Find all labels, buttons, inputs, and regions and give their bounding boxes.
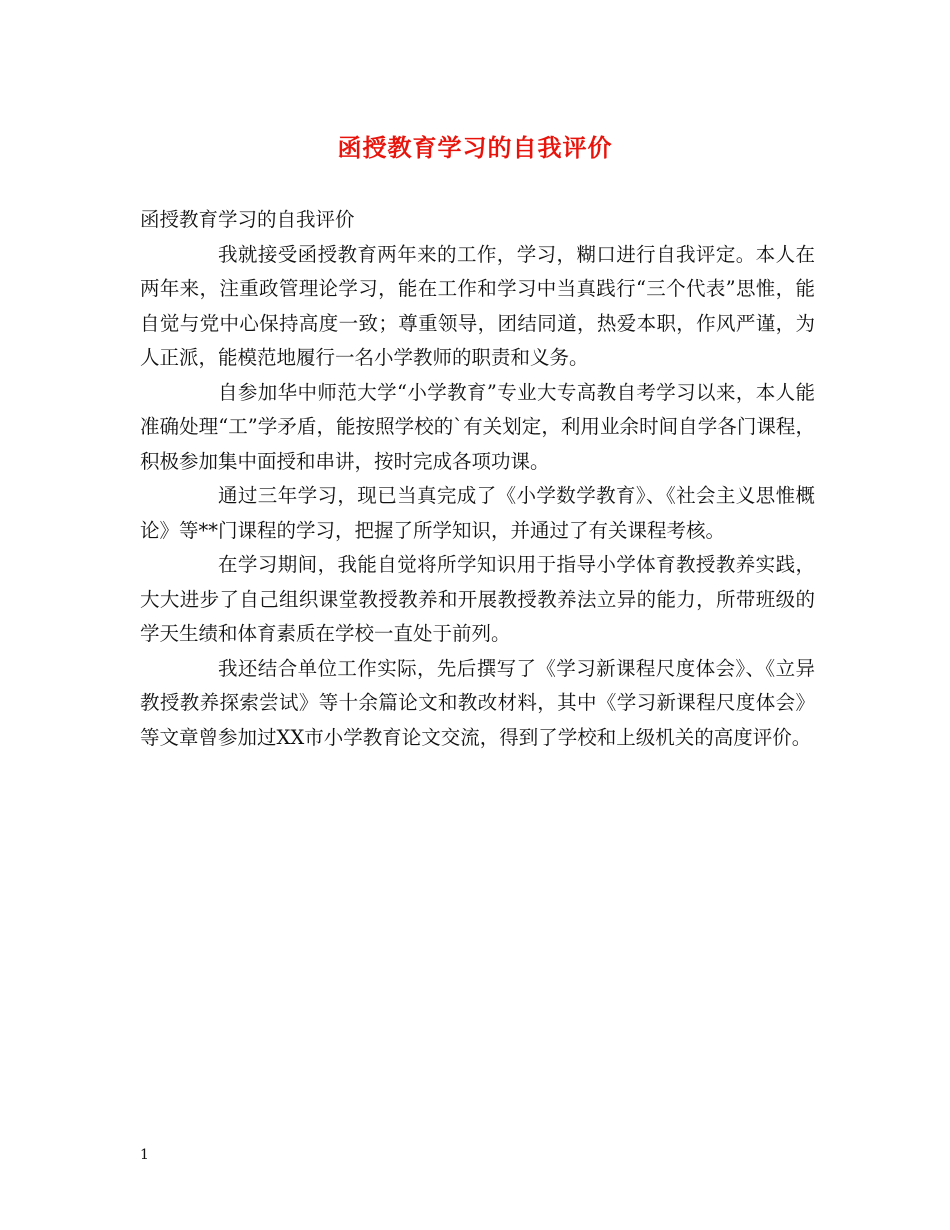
document-title: 函授教育学习的自我评价 — [337, 133, 613, 162]
page-number: 1 — [140, 1147, 149, 1163]
paragraph-4: 在学习期间，我能自觉将所学知识用于指导小学体育教授教养实践，大大进步了自己组织课堂教授教养和开展教授教养法立异的能力，所带班级的学天生绩和体育素质在学校一直处于前列。 — [140, 553, 815, 645]
paragraph-5: 我还结合单位工作实际，先后撰写了《学习新课程尺度体会》、《立异教授教养探索尝试》等十余篇论文和教改材料，其中《学习新课程尺度体会》等文章曾参加过XX市小学教育论文交流，得到了学校和上级机关的高度评价。 — [140, 656, 815, 749]
paragraph-3: 通过三年学习，现已当真完成了《小学数学教育》、《社会主义思惟概论》等**门课程的学习，把握了所学知识，并通过了有关课程考核。 — [140, 484, 815, 542]
paragraph-2: 自参加华中师范大学“小学教育”专业大专高教自考学习以来，本人能准确处理“工”学矛盾，能按照学校的`有关划定，利用业余时间自学各门课程，积极参加集中面授和串讲，按时完成各项功课。 — [140, 380, 815, 473]
paragraph-1: 我就接受函授教育两年来的工作，学习，糊口进行自我评定。本人在两年来，注重政管理论学习，能在工作和学习中当真践行“三个代表”思惟，能自觉与党中心保持高度一致；尊重领导，团结同道，热爱本职，作风严谨，为人正派，能模范地履行一名小学教师的职责和义务。 — [140, 242, 815, 369]
document-subtitle: 函授教育学习的自我评价 — [140, 208, 355, 231]
document-body — [140, 203, 815, 755]
